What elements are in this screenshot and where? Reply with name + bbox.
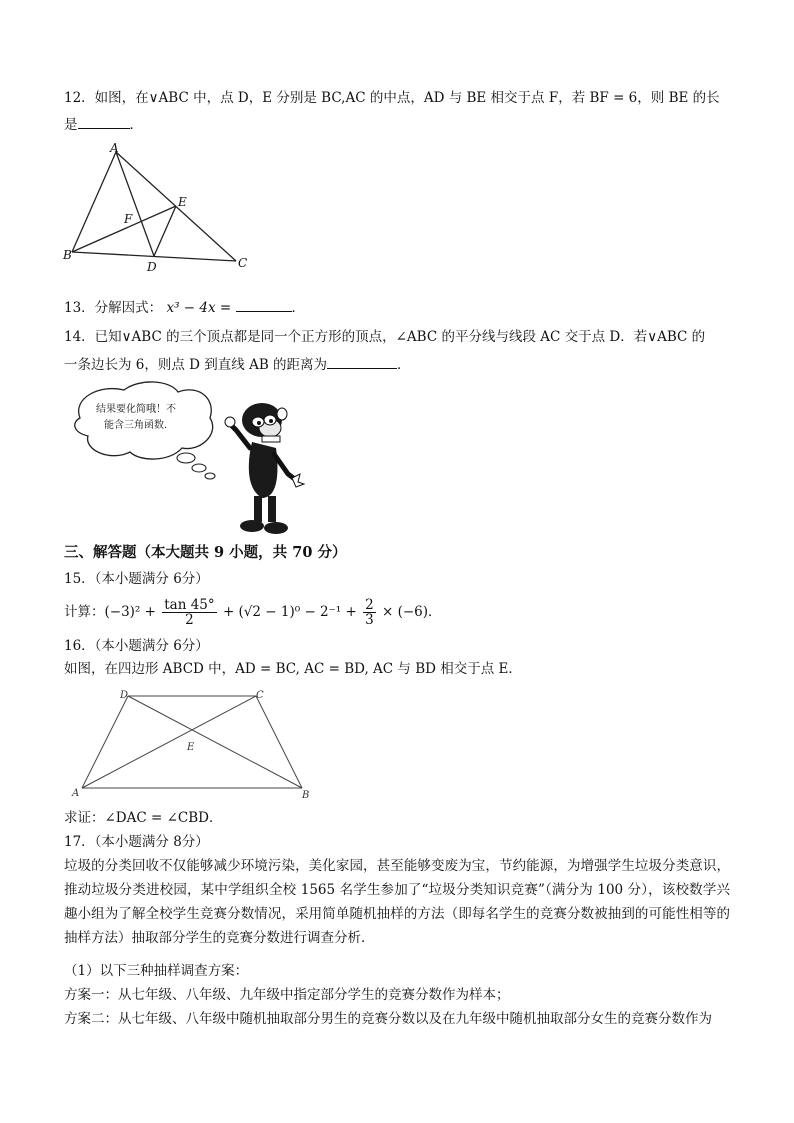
q17-header: 17．（本小题满分 8分）	[64, 834, 209, 850]
q12-label-e: E	[178, 195, 187, 209]
q15-calc-mid: + (√2 − 1)⁰ − 2⁻¹ +	[222, 604, 357, 620]
q16-diagonal-ac	[82, 696, 256, 788]
q16-side-da	[82, 696, 128, 788]
q16-label-c: C	[256, 690, 264, 701]
q16-label-b: B	[302, 790, 310, 801]
q12-label-b: B	[63, 248, 72, 262]
q13-expression: x³ − 4x =	[166, 300, 232, 316]
section3-title: 三、解答题（本大题共 9 小题，共 70 分）	[64, 544, 347, 561]
cartoon-character	[225, 403, 304, 534]
q12-label-c: C	[238, 256, 248, 270]
q15-calc-prefix: 计算：(−3)² +	[64, 604, 156, 620]
q15-frac1-numerator: tan 45°	[164, 597, 215, 613]
q12-label-f: F	[124, 212, 133, 226]
q12-line1: 12．如图，在∨ABC 中，点 D，E 分别是 BC,AC 的中点，AD 与 BE 相交于点 F，若 BF = 6，则 BE 的长	[64, 90, 720, 106]
q17-sub1: （1）以下三种抽样调查方案：	[64, 963, 249, 979]
q16-label-a: A	[72, 788, 80, 799]
q16-diagonal-bd	[128, 696, 302, 788]
q16-label-e: E	[187, 742, 195, 753]
q13-answer-blank	[236, 297, 292, 312]
q12-side-ab	[72, 152, 116, 252]
q16-text: 如图，在四边形 ABCD 中，AD = BC, AC = BD, AC 与 BD 相交于点 E．	[64, 661, 522, 677]
q16-header: 16．（本小题满分 6分）	[64, 638, 209, 654]
q15-fraction-tan	[162, 598, 216, 627]
q15-frac1-denominator: 2	[185, 612, 194, 628]
bubble-text-line1: 结果要化简哦！不	[96, 404, 176, 415]
q16-prove: 求证：∠DAC = ∠CBD．	[64, 810, 223, 826]
q12-line2-suffix: ．	[129, 117, 143, 133]
q15-frac2-denominator: 3	[365, 612, 374, 628]
q12-label-a: A	[110, 141, 119, 155]
q13-suffix: ．	[291, 300, 306, 316]
thought-dot-medium	[192, 464, 206, 472]
q13-prefix: 13．分解因式：	[64, 300, 163, 316]
q17-paragraph: 垃圾的分类回收不仅能够减少环境污染，美化家园，甚至能够变废为宝，节约能源，为增强学生垃圾分类意识，推动垃圾分类进校园，某中学组织全校 1565 名学生参加了“垃圾分类知识竞赛”（满分为 100 分），该校数学兴趣小组为了解全校学生竞赛分数情况，采用简单随机抽样的方法（即每名学生的竞赛分数被抽到的可能性相等的抽样方法）抽取部分学生的竞赛分数进行调查分析．	[64, 858, 730, 946]
q12-line2	[64, 114, 143, 135]
q12-median-ad	[116, 152, 154, 256]
q15-frac2-numerator: 2	[365, 597, 374, 613]
q16-side-cb	[256, 696, 302, 788]
q14-line2-suffix: ．	[397, 357, 411, 373]
q13-line	[64, 297, 305, 318]
q15-header: 15．（本小题满分 6分）	[64, 571, 209, 587]
thought-dot-large	[177, 453, 195, 463]
q14-line1: 14．已知∨ABC 的三个顶点都是同一个正方形的顶点，∠ABC 的平分线与线段 AC 交于点 D．若∨ABC 的	[64, 329, 706, 345]
q14-line2	[64, 354, 411, 375]
q16-label-d: D	[120, 690, 129, 701]
cartoon-hint-illustration	[66, 378, 316, 540]
q15-calc-suffix: × (−6)．	[381, 604, 442, 620]
thought-dot-small	[205, 473, 215, 479]
bubble-text-line2: 能含三角函数．	[104, 420, 174, 431]
q15-calc	[64, 590, 442, 634]
q16-trapezoid-figure	[70, 684, 320, 802]
q12-segment-de	[154, 206, 176, 256]
q12-label-d: D	[147, 260, 157, 274]
q12-triangle-figure	[60, 140, 260, 275]
q15-fraction-two-thirds	[363, 598, 376, 627]
q14-line2-prefix: 一条边长为 6，则点 D 到直线 AB 的距离为	[64, 357, 328, 373]
q17-plan1: 方案一：从七年级、八年级、九年级中指定部分学生的竞赛分数作为样本；	[64, 987, 510, 1003]
q14-answer-blank	[327, 354, 397, 369]
q17-plan2: 方案二：从七年级、八年级中随机抽取部分男生的竞赛分数以及在九年级中随机抽取部分女生的竞赛分数作为	[64, 1011, 712, 1027]
q12-line2-prefix: 是	[64, 117, 78, 133]
q12-answer-blank	[78, 114, 130, 129]
